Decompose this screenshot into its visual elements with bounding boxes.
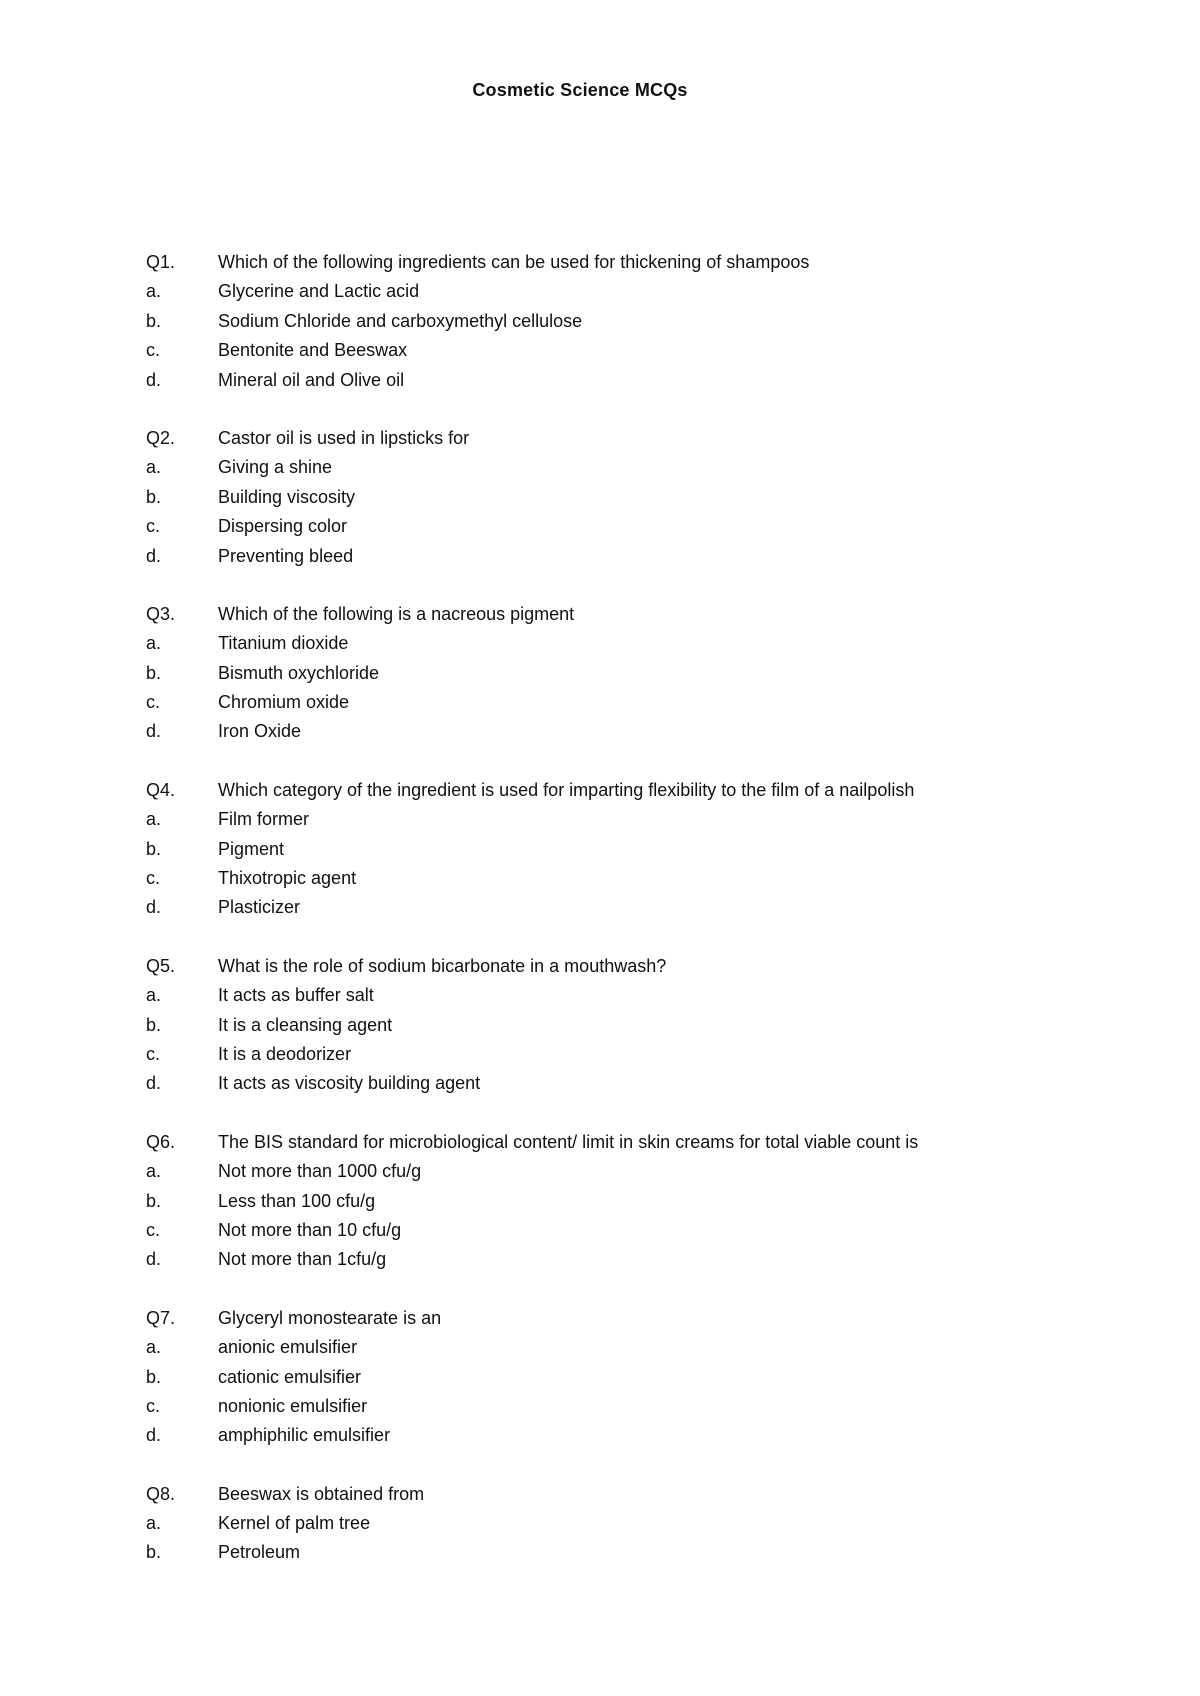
option-text: Plasticizer [218, 897, 301, 918]
option-row [146, 307, 1106, 336]
option-text: amphiphilic emulsifier [218, 1425, 391, 1446]
question-text: Castor oil is used in lipsticks for [218, 427, 470, 448]
option-row [146, 1069, 1106, 1098]
option-letter: b. [146, 1014, 162, 1035]
option-letter: a. [146, 809, 162, 830]
question-block [146, 600, 1106, 747]
option-row [146, 688, 1106, 717]
option-letter: d. [146, 721, 162, 742]
question-number: Q7. [146, 1307, 176, 1328]
option-letter: c. [146, 340, 161, 361]
question-row [146, 952, 1106, 981]
option-text: Less than 100 cfu/g [218, 1190, 376, 1211]
option-letter: c. [146, 1043, 161, 1064]
option-row [146, 336, 1106, 365]
option-letter: d. [146, 1073, 162, 1094]
option-text: cationic emulsifier [218, 1366, 362, 1387]
option-text: Iron Oxide [218, 721, 302, 742]
option-text: It is a cleansing agent [218, 1014, 393, 1035]
question-block [146, 1480, 1106, 1568]
question-row [146, 1304, 1106, 1333]
option-row [146, 1157, 1106, 1186]
option-row [146, 805, 1106, 834]
question-text: Which of the following ingredients can be used for thickening of shampoos [218, 252, 810, 272]
option-text: Pigment [218, 838, 285, 859]
option-letter: d. [146, 897, 162, 918]
option-letter: d. [146, 1425, 162, 1446]
option-text: Not more than 10 cfu/g [218, 1219, 402, 1240]
question-text: Which of the following is a nacreous pigment [218, 603, 575, 624]
option-row [146, 366, 1106, 395]
option-letter: a. [146, 457, 162, 478]
question-row [146, 424, 1106, 453]
option-row [146, 629, 1106, 658]
question-block [146, 424, 1106, 571]
option-letter: b. [146, 1366, 162, 1387]
question-text: Glyceryl monostearate is an [218, 1307, 442, 1328]
option-letter: a. [146, 1337, 162, 1358]
question-row [146, 248, 1106, 277]
option-text: Bentonite and Beeswax [218, 340, 408, 361]
option-row [146, 1216, 1106, 1245]
option-letter: b. [146, 486, 162, 507]
option-row [146, 1187, 1106, 1216]
option-row [146, 981, 1106, 1010]
option-letter: a. [146, 633, 162, 654]
option-text: Kernel of palm tree [218, 1513, 371, 1534]
option-letter: b. [146, 310, 162, 331]
question-number: Q3. [146, 603, 176, 624]
question-text: Beeswax is obtained from [218, 1483, 425, 1504]
option-row [146, 1509, 1106, 1538]
option-text: anionic emulsifier [218, 1337, 358, 1358]
question-number: Q1. [146, 252, 176, 272]
option-letter: b. [146, 662, 162, 683]
option-row [146, 1538, 1106, 1567]
option-row [146, 277, 1106, 306]
option-row [146, 1011, 1106, 1040]
document-title: Cosmetic Science MCQs [472, 80, 688, 100]
option-row [146, 453, 1106, 482]
option-text: Titanium dioxide [218, 633, 349, 654]
option-text: Giving a shine [218, 457, 333, 478]
option-text: Building viscosity [218, 486, 356, 507]
option-text: Not more than 1000 cfu/g [218, 1161, 422, 1182]
option-text: Petroleum [218, 1542, 301, 1563]
option-letter: a. [146, 1161, 162, 1182]
option-letter: a. [146, 985, 162, 1006]
option-row [146, 893, 1106, 922]
question-block [146, 248, 1106, 395]
option-row [146, 542, 1106, 571]
option-text: Sodium Chloride and carboxymethyl cellulose [218, 310, 583, 331]
question-number: Q2. [146, 427, 176, 448]
question-text: What is the role of sodium bicarbonate in a mouthwash? [218, 955, 667, 976]
option-text: Bismuth oxychloride [218, 662, 380, 683]
option-text: It acts as buffer salt [218, 985, 374, 1006]
option-text: Dispersing color [218, 516, 348, 537]
question-block [146, 1128, 1106, 1275]
question-row [146, 1128, 1106, 1157]
option-row [146, 835, 1106, 864]
question-row [146, 776, 1106, 805]
question-text: Which category of the ingredient is used for imparting flexibility to the film of a nailpolish [218, 779, 915, 800]
option-row [146, 717, 1106, 746]
question-number: Q8. [146, 1483, 176, 1504]
option-text: Not more than 1cfu/g [218, 1249, 387, 1270]
option-letter: c. [146, 516, 161, 537]
option-letter: b. [146, 1542, 162, 1563]
option-row [146, 659, 1106, 688]
option-letter: c. [146, 1219, 161, 1240]
option-text: Film former [218, 809, 309, 830]
option-row [146, 1392, 1106, 1421]
option-row [146, 864, 1106, 893]
option-text: nonionic emulsifier [218, 1395, 368, 1416]
question-block [146, 1304, 1106, 1451]
option-letter: d. [146, 545, 162, 566]
option-row [146, 512, 1106, 541]
option-row [146, 1245, 1106, 1274]
option-letter: d. [146, 1249, 162, 1270]
option-letter: a. [146, 281, 162, 302]
option-text: Mineral oil and Olive oil [218, 369, 405, 390]
option-row [146, 1040, 1106, 1069]
option-letter: c. [146, 1395, 161, 1416]
option-row [146, 1363, 1106, 1392]
question-row [146, 600, 1106, 629]
question-number: Q6. [146, 1131, 176, 1152]
option-letter: c. [146, 692, 161, 713]
option-letter: b. [146, 1190, 162, 1211]
option-text: Preventing bleed [218, 545, 354, 566]
option-text: It is a deodorizer [218, 1043, 352, 1064]
question-block [146, 776, 1106, 923]
option-row [146, 1333, 1106, 1362]
option-letter: c. [146, 868, 161, 889]
question-list [146, 248, 1106, 1597]
option-letter: b. [146, 838, 162, 859]
option-row [146, 1421, 1106, 1450]
option-text: Glycerine and Lactic acid [218, 281, 420, 302]
option-row [146, 483, 1106, 512]
option-text: Thixotropic agent [218, 868, 357, 889]
question-block [146, 952, 1106, 1099]
question-number: Q4. [146, 779, 176, 800]
question-number: Q5. [146, 955, 176, 976]
option-letter: a. [146, 1513, 162, 1534]
option-letter: d. [146, 369, 162, 390]
question-text: The BIS standard for microbiological content/ limit in skin creams for total viable count is [218, 1131, 919, 1152]
option-text: Chromium oxide [218, 692, 350, 713]
question-row [146, 1480, 1106, 1509]
option-text: It acts as viscosity building agent [218, 1073, 481, 1094]
